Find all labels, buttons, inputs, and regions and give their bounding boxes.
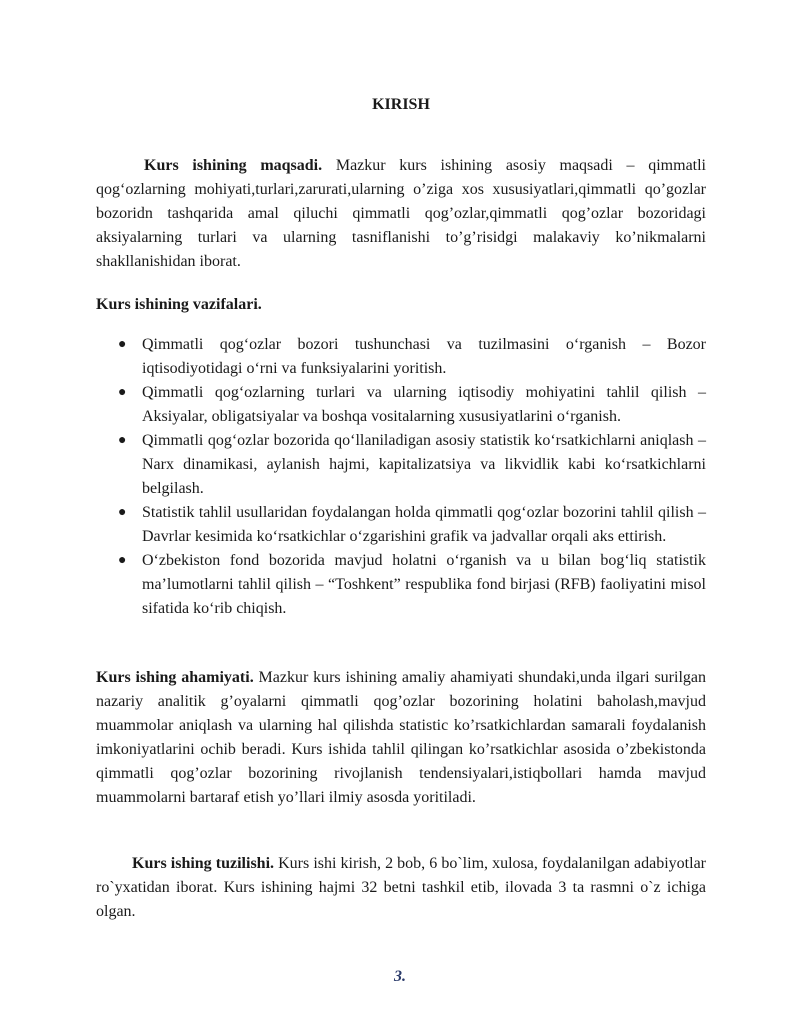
tasks-heading: Kurs ishining vazifalari. bbox=[96, 296, 262, 313]
task-list bbox=[96, 333, 706, 621]
aim-label: Kurs ishining maqsadi. bbox=[144, 157, 323, 174]
task-text: Qimmatli qog‘ozlar bozorida qo‘llaniladigan asosiy statistik ko‘rsatkichlarni aniqlash – Narx dinamikasi, aylanish hajmi, kapitalizatsiya va likvidlik kabi ko‘rsatkichlarni belgilash. bbox=[142, 432, 706, 497]
list-item bbox=[96, 429, 706, 501]
bullet-icon: ● bbox=[118, 385, 127, 400]
importance-text: Mazkur kurs ishining amaliy ahamiyati shundaki,unda ilgari surilgan nazariy analitik g’oyalarni qimmatli qog’ozlar bozorining holatini baholash,mavjud muammolar aniqlash va ularning hal qilishda statistic ko’rsatkichlardan samarali foydalanish imkoniyatlarini ochib beradi. Kurs ishida tahlil qilingan ko’rsatkichlar asosida o’zbekistonda qimmatli qog’ozlar bozorining rivojlanish tendensiyalari,istiqbollari hamda mavjud muammolarni bartaraf etish yo’llari ilmiy asosda yoritiladi. bbox=[96, 669, 706, 806]
aim-paragraph bbox=[96, 154, 706, 274]
importance-paragraph bbox=[96, 666, 706, 810]
aim-text: Mazkur kurs ishining asosiy maqsadi – qimmatli qog‘ozlarning mohiyati,turlari,zarurati,ularning o’ziga xos xususiyatlari,qimmatli qo’gozlar bozoridn tashqarida amal qiluchi qimmatli qog’ozlar,qimmatli qog’ozlar bozoridagi aksiyalarning turlari va ularning tasniflanishi to’g’risidgi malakaviy ko’nikmalarni shakllanishidan iborat. bbox=[96, 157, 707, 270]
list-item bbox=[96, 333, 706, 381]
structure-label: Kurs ishing tuzilishi. bbox=[132, 855, 275, 872]
list-item bbox=[96, 501, 706, 549]
importance-label: Kurs ishing ahamiyati. bbox=[96, 669, 254, 686]
bullet-icon: ● bbox=[118, 553, 127, 568]
page-number: 3. bbox=[394, 968, 406, 985]
bullet-icon: ● bbox=[118, 505, 127, 520]
page-title: KIRISH bbox=[372, 96, 430, 113]
list-item bbox=[96, 549, 706, 621]
list-item bbox=[96, 381, 706, 429]
structure-paragraph bbox=[96, 852, 706, 924]
bullet-icon: ● bbox=[118, 433, 127, 448]
bullet-icon: ● bbox=[118, 337, 127, 352]
task-text: Qimmatli qog‘ozlar bozori tushunchasi va tuzilmasini o‘rganish – Bozor iqtisodiyotidagi o‘rni va funksiyalarini yoritish. bbox=[142, 336, 706, 377]
task-text: Statistik tahlil usullaridan foydalangan holda qimmatli qog‘ozlar bozorini tahlil qilish – Davrlar kesimida ko‘rsatkichlar o‘zgarishini grafik va jadvallar orqali aks ettirish. bbox=[142, 504, 706, 545]
structure-text: Kurs ishi kirish, 2 bob, 6 bo`lim, xulosa, foydalanilgan adabiyotlar ro`yxatidan iborat. Kurs ishining hajmi 32 betni tashkil etib, ilovada 3 ta rasmni o`z ichiga olgan. bbox=[96, 855, 706, 920]
task-text: O‘zbekiston fond bozorida mavjud holatni o‘rganish va u bilan bog‘liq statistik ma’lumotlarni tahlil qilish – “Toshkent” respublika fond birjasi (RFB) faoliyatini misol sifatida ko‘rib chiqish. bbox=[142, 552, 706, 617]
task-text: Qimmatli qog‘ozlarning turlari va ularning iqtisodiy mohiyatini tahlil qilish – Aksiyalar, obligatsiyalar va boshqa vositalarning xususiyatlarini o‘rganish. bbox=[142, 384, 706, 425]
